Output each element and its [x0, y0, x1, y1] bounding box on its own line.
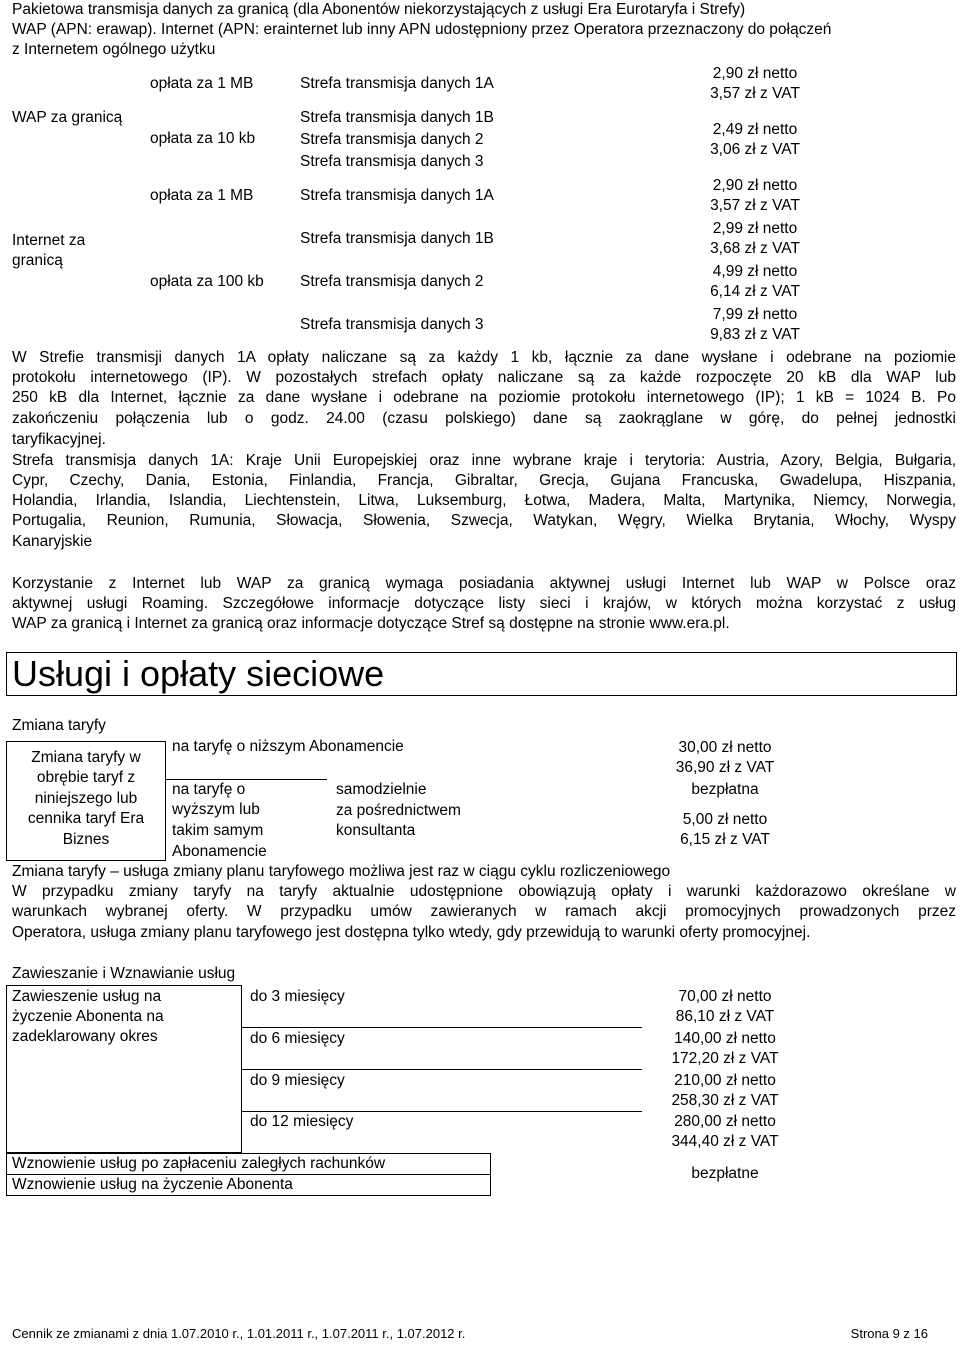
price-vat: 3,68 zł z VAT [710, 240, 800, 257]
price-vat: 258,30 zł z VAT [671, 1092, 779, 1109]
price-vat: 36,90 zł z VAT [675, 759, 775, 776]
fee-label: opłata za 1 MB [150, 75, 254, 92]
zone-label: Strefa transmisja danych 3 [300, 153, 484, 170]
suspend-period: do 9 miesięcy [250, 1072, 345, 1089]
tariff-scope-line: Zmiana taryfy w [31, 749, 141, 766]
zone-label: Strefa transmisja danych 1A [300, 75, 494, 92]
tariff-consultant-label: za pośrednictwem [336, 802, 461, 819]
tariff-scope-line: cennika taryf Era [27, 810, 145, 827]
price-net: 2,90 zł netto [712, 65, 798, 82]
suspend-scope-line: zadeklarowany okres [12, 1028, 158, 1045]
tariff-scope-line: Biznes [62, 831, 110, 848]
tariff-consultant-label: konsultanta [336, 822, 416, 839]
zone-label: Strefa transmisja danych 3 [300, 316, 484, 333]
requirements-line: Korzystanie z Internet lub WAP za granicą wymaga posiadania aktywnej usługi Internet lub WAP w Polsce oraz [12, 575, 956, 592]
price-vat: 6,14 zł z VAT [710, 283, 800, 300]
price-net: 140,00 zł netto [674, 1030, 776, 1047]
zone-note-line: W Strefie transmisji danych 1A opłaty naliczane są za każdy 1 kb, łącznie za dane wysłane i odebrane na poziomie [12, 349, 956, 366]
zone-countries-line: Cypr, Czechy, Dania, Estonia, Finlandia, Francja, Gibraltar, Grecja, Gujana Francuska, Gwadelupa, Hiszpania, [12, 472, 956, 489]
price-net: 2,49 zł netto [712, 121, 798, 138]
price-net: 4,99 zł netto [712, 263, 798, 280]
tariff-note: W przypadku zmiany taryfy na taryfy aktualnie udostępnione obowiązują opłaty i warunki każdorazowo określane w [12, 883, 956, 900]
tariff-note: Zmiana taryfy – usługa zmiany planu taryfowego możliwa jest raz w ciągu cyklu rozliczeniowego [12, 863, 671, 880]
zone-note-line: 250 kB dla Internet, łącznie za dane wysłane i odebrane na poziomie protokołu internetowego (IP); 1 kB = 1024 B. Po [12, 389, 956, 406]
price-net: 30,00 zł netto [678, 739, 772, 756]
zone-label: Strefa transmisja danych 2 [300, 131, 484, 148]
zone-note-line: taryfikacyjnej. [12, 431, 106, 448]
price-vat: 172,20 zł z VAT [671, 1050, 779, 1067]
wap-abroad-label: WAP za granicą [12, 109, 123, 126]
fee-label: opłata za 10 kb [150, 130, 256, 147]
fee-label: opłata za 1 MB [150, 187, 254, 204]
price-vat: 6,15 zł z VAT [680, 831, 770, 848]
price-free: bezpłatna [691, 781, 759, 798]
zone-note-line: protokołu internetowego (IP). W pozostałych strefach opłaty naliczane są za każde rozpoczęte 20 kB dla WAP lub [12, 369, 956, 386]
zone-label: Strefa transmisja danych 1B [300, 230, 494, 247]
zone-label: Strefa transmisja danych 2 [300, 273, 484, 290]
tariff-note: warunkach wybranej oferty. W przypadku umów zawieranych w ramach akcji promocyjnych prowadzonych przez [12, 903, 956, 920]
intro-line: WAP (APN: erawap). Internet (APN: erainternet lub inny APN udostępniony przez Operatora przeznaczony do połączeń [12, 21, 832, 38]
intro-line: Pakietowa transmisja danych za granicą (dla Abonentów niekorzystających z usługi Era Eurotaryfa i Strefy) [12, 1, 746, 18]
resume-label: Wznowienie usług na życzenie Abonenta [12, 1176, 293, 1193]
price-net: 70,00 zł netto [678, 988, 772, 1005]
suspend-scope-line: życzenie Abonenta na [12, 1008, 164, 1025]
zone-countries-line: Portugalia, Reunion, Rumunia, Słowacja, Słowenia, Szwecja, Watykan, Węgry, Wielka Brytania, Włochy, Wyspy [12, 512, 956, 529]
zone-label: Strefa transmisja danych 1A [300, 187, 494, 204]
tariff-self-label: samodzielnie [336, 781, 427, 798]
footer-text: Cennik ze zmianami z dnia 1.07.2010 r., 1.01.2011 r., 1.07.2011 r., 1.07.2012 r. [12, 1326, 466, 1341]
price-vat: 9,83 zł z VAT [710, 326, 800, 343]
internet-abroad-label: granicą [12, 252, 63, 269]
suspend-period: do 6 miesięcy [250, 1030, 345, 1047]
price-net: 2,99 zł netto [712, 220, 798, 237]
requirements-line: aktywnej usługi Roaming. Szczegółowe informacje dotyczące listy sieci i krajów, w których można korzystać z usług [12, 595, 956, 612]
price-net: 280,00 zł netto [674, 1113, 776, 1130]
zone-countries-line: Kanaryjskie [12, 533, 93, 550]
price-vat: 3,57 zł z VAT [710, 85, 800, 102]
section-title: Usługi i opłaty sieciowe [12, 653, 385, 694]
suspend-scope-line: Zawieszenie usług na [12, 988, 162, 1005]
price-net: 210,00 zł netto [674, 1072, 776, 1089]
price-net: 5,00 zł netto [682, 811, 768, 828]
table-divider [242, 1069, 642, 1070]
zone-note-line: zakończeniu połączenia lub o godz. 24.00 (czasu polskiego) dane są zaokrąglane w górę, do pełnej jednostki [12, 410, 956, 427]
tariff-scope-line: niniejszego lub [34, 790, 138, 807]
tariff-scope-line: obrębie taryf z [36, 769, 136, 786]
tariff-lower-label: na taryfę o niższym Abonamencie [172, 738, 404, 755]
requirements-line: WAP za granicą i Internet za granicą oraz informacje dotyczące Stref są dostępne na stronie www.era.pl. [12, 615, 730, 632]
suspend-period: do 3 miesięcy [250, 988, 345, 1005]
suspend-heading: Zawieszanie i Wznawianie usług [12, 965, 236, 982]
suspend-period: do 12 miesięcy [250, 1113, 354, 1130]
zone-label: Strefa transmisja danych 1B [300, 109, 494, 126]
tariff-higher-label: takim samym [172, 822, 264, 839]
table-divider [242, 1027, 642, 1028]
zone-countries-line: Strefa transmisja danych 1A: Kraje Unii Europejskiej oraz inne wybrane kraje i terytoria: Austria, Azory, Belgia, Bułgaria, [12, 452, 956, 469]
tariff-higher-label: na taryfę o [172, 781, 246, 798]
internet-abroad-label: Internet za [12, 232, 86, 249]
zone-countries-line: Holandia, Irlandia, Islandia, Liechtenstein, Litwa, Luksemburg, Łotwa, Madera, Malta, Martynika, Niemcy, Norwegia, [12, 492, 956, 509]
tariff-note: Operatora, usługa zmiany planu taryfowego jest dostępna tylko wtedy, gdy przewidują to warunki oferty promocyjnej. [12, 924, 811, 941]
page-number: Strona 9 z 16 [850, 1326, 928, 1341]
tariff-higher-label: Abonamencie [172, 843, 267, 860]
tariff-heading: Zmiana taryfy [12, 717, 106, 734]
price-vat: 344,40 zł z VAT [671, 1133, 779, 1150]
resume-label: Wznowienie usług po zapłaceniu zaległych rachunków [12, 1155, 386, 1172]
section-heading-box [6, 652, 957, 696]
price-net: 2,90 zł netto [712, 177, 798, 194]
price-free: bezpłatne [691, 1165, 759, 1182]
tariff-higher-label: wyższym lub [172, 801, 260, 818]
price-vat: 86,10 zł z VAT [675, 1008, 775, 1025]
price-net: 7,99 zł netto [712, 306, 798, 323]
price-vat: 3,06 zł z VAT [710, 141, 800, 158]
intro-line: z Internetem ogólnego użytku [12, 41, 216, 58]
fee-label: opłata za 100 kb [150, 273, 264, 290]
price-vat: 3,57 zł z VAT [710, 197, 800, 214]
